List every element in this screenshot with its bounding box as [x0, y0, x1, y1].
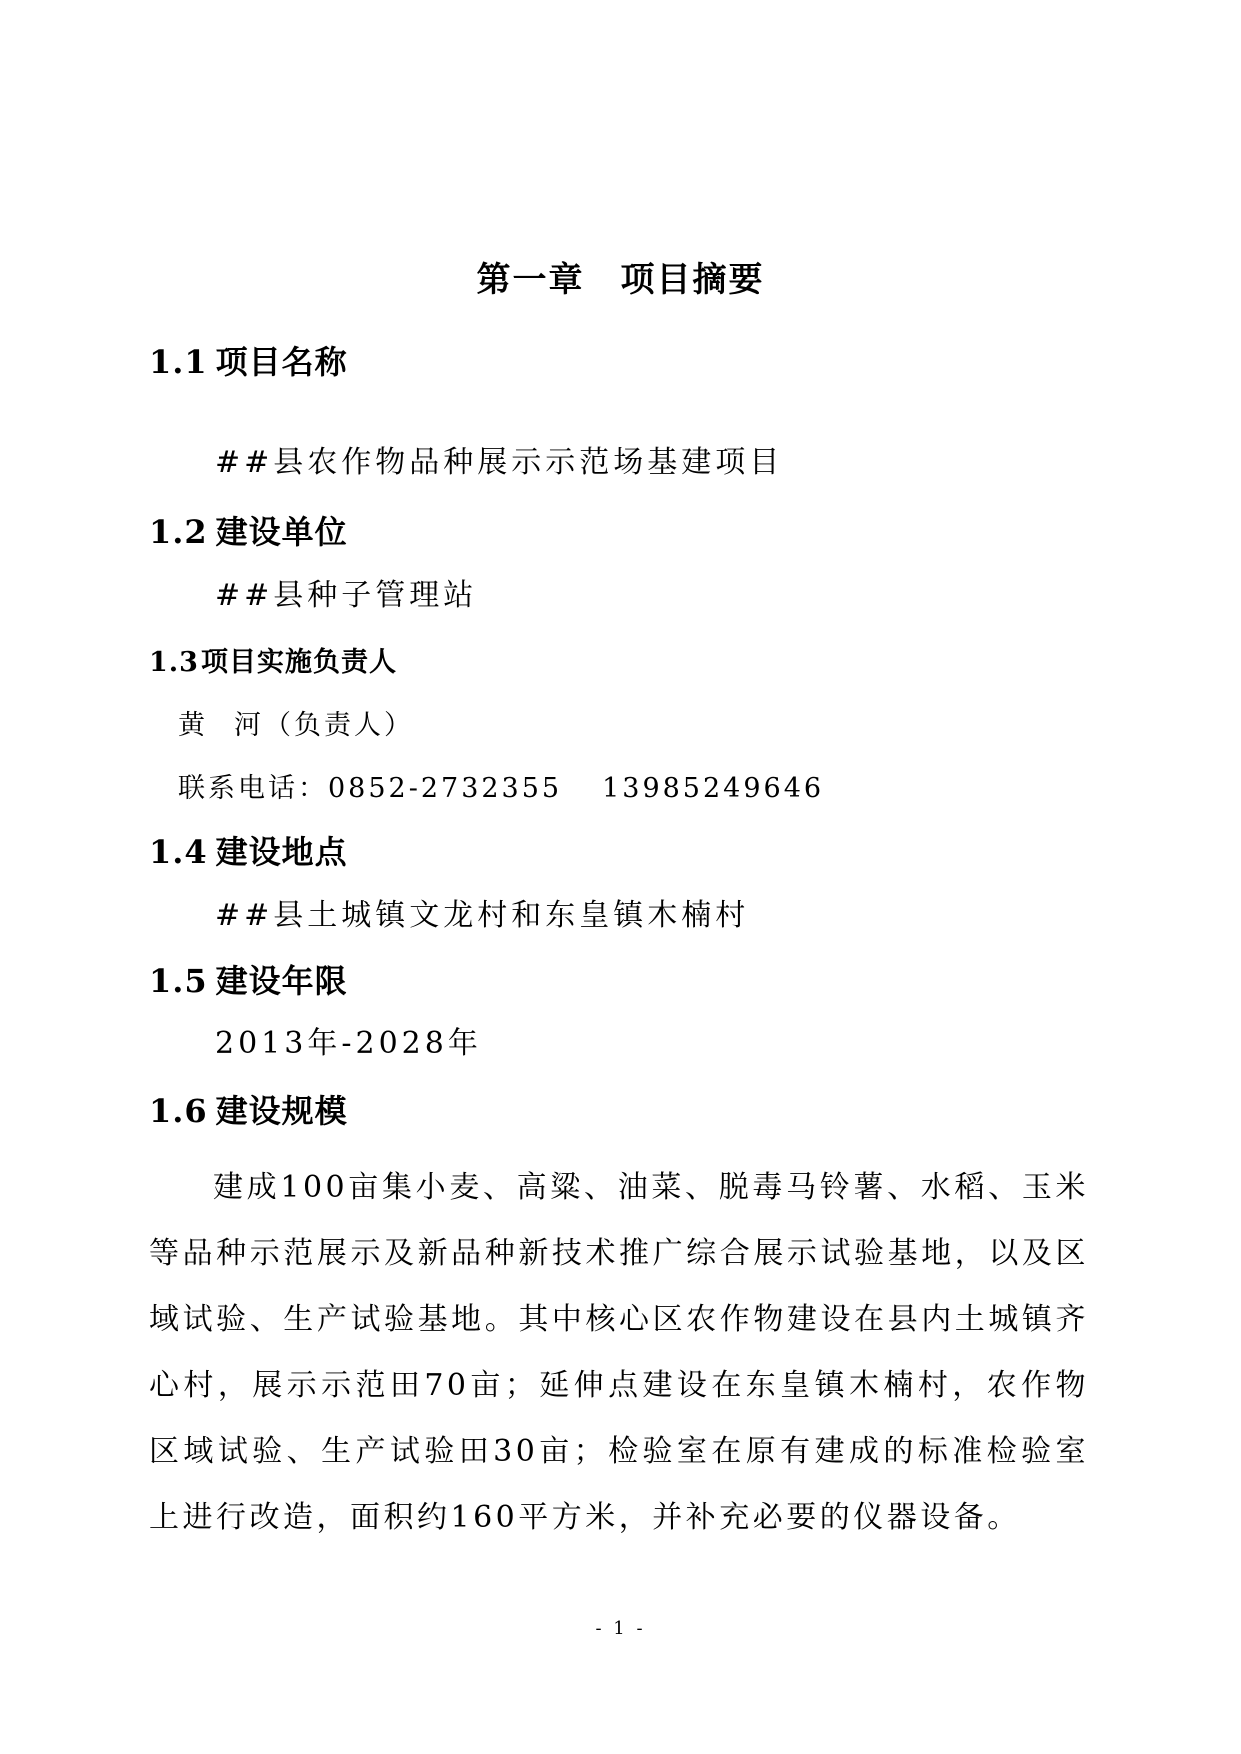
section-heading-1-5 [149, 961, 348, 1001]
section-number: 1.1 [149, 343, 208, 381]
section-title: 项目实施负责人 [200, 647, 397, 678]
section-heading-1-4 [149, 832, 348, 872]
section-heading-1-3 [149, 643, 397, 683]
section-number: 1.6 [149, 1092, 208, 1130]
contact-mobile: 13985249646 [602, 773, 825, 804]
contact-phone-line [178, 770, 824, 808]
page-number: - 1 - [595, 1618, 646, 1639]
construction-period-text: 2013年-2028年 [215, 1026, 482, 1061]
section-title: 项目名称 [215, 343, 348, 381]
person-surname: 黄 [178, 710, 208, 741]
contact-phone: 0852-2732355 [328, 773, 563, 804]
chapter-title [0, 252, 1241, 301]
chapter-label: 第一章 [476, 260, 585, 300]
chapter-name: 项目摘要 [620, 260, 765, 300]
section-number: 1.2 [149, 513, 208, 551]
section-number: 1.5 [149, 962, 208, 1000]
person-given-name: 河 [234, 710, 264, 741]
contact-label: 联系电话： [178, 773, 328, 804]
project-name-text: ##县农作物品种展示示范场基建项目 [215, 445, 784, 480]
section-title: 建设规模 [215, 1092, 348, 1130]
section-number: 1.3 [149, 647, 199, 678]
section-title: 建设单位 [215, 513, 348, 551]
section-number: 1.4 [149, 833, 208, 871]
person-role: （负责人） [264, 710, 414, 741]
section-title: 建设地点 [215, 833, 348, 871]
section-heading-1-2 [149, 512, 348, 552]
construction-unit-text: ##县种子管理站 [215, 578, 478, 613]
construction-site-text: ##县土城镇文龙村和东皇镇木楠村 [215, 898, 750, 933]
responsible-person-text [178, 707, 414, 745]
construction-scale-paragraph: 建成100亩集小麦、高粱、油菜、脱毒马铃薯、水稻、玉米等品种示范展示及新品种新技术推广综合展示试验基地，以及区域试验、生产试验基地。其中核心区农作物建设在县内土城镇齐心村，展示示范田70亩；延伸点建设在东皇镇木楠村，农作物区域试验、生产试验田30亩；检验室在原有建成的标准检验室上进行改造，面积约160平方米，并补充必要的仪器设备。 [149, 1170, 1089, 1535]
section-heading-1-6 [149, 1091, 348, 1131]
section-title: 建设年限 [215, 962, 348, 1000]
section-heading-1-1 [149, 342, 348, 382]
